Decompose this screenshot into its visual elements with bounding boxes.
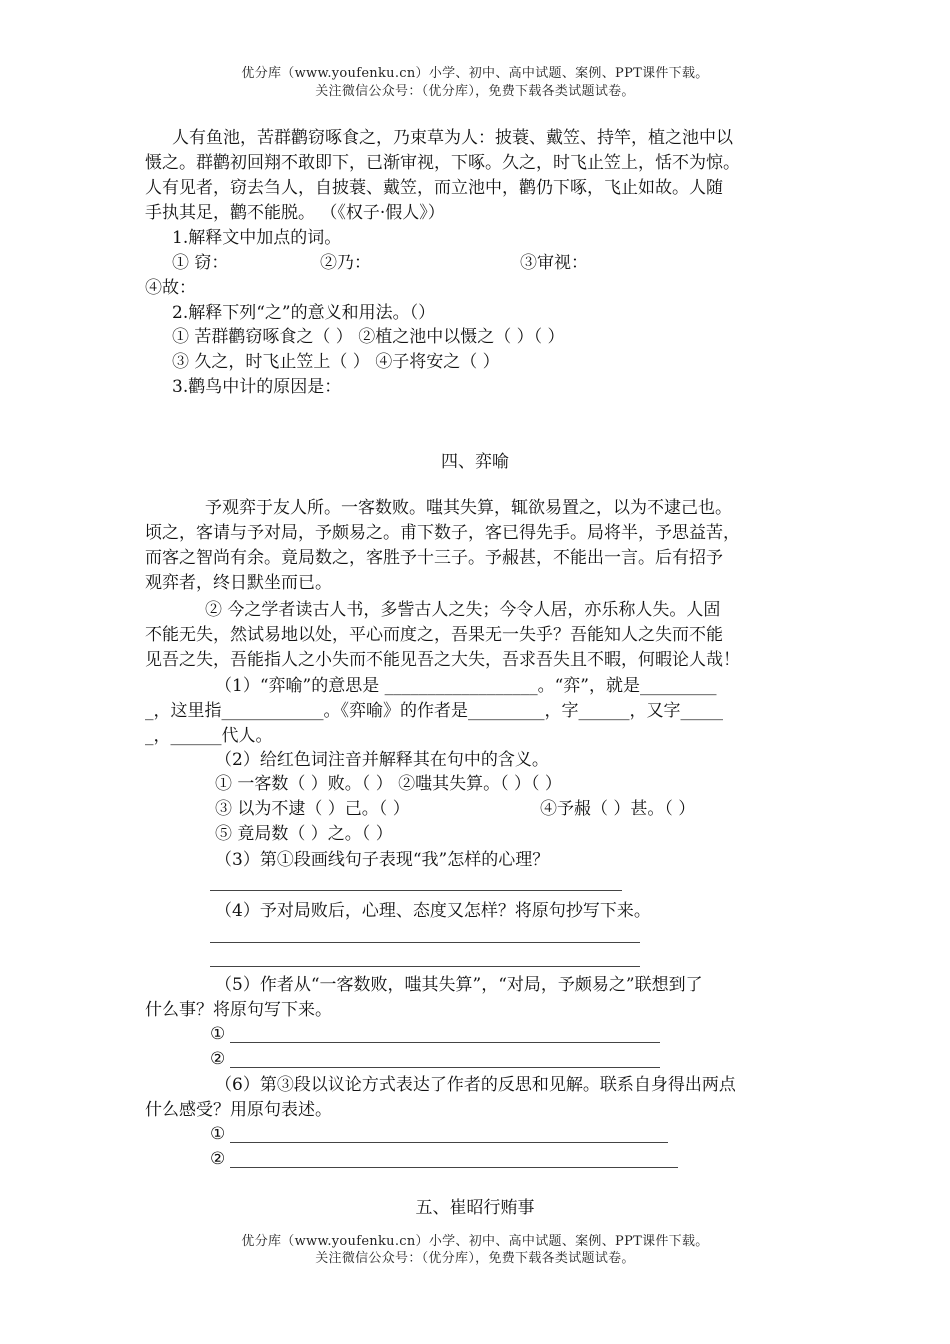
question-4-6-b: ② — [210, 1149, 226, 1169]
question-4-1-line-3: _，______代人。 — [145, 726, 273, 746]
section4-p1-line: 观弈者，终日默坐而已。 — [145, 573, 332, 593]
question-3-1-d: ④故： — [145, 278, 196, 298]
question-3-2: 2.解释下列“之”的意义和用法。（） — [172, 303, 436, 323]
question-3-2-b: ③ 久之，时飞止笠上（ ） ④子将安之（ ） — [172, 352, 500, 372]
question-4-5-a: ① — [210, 1024, 226, 1044]
answer-line — [210, 942, 640, 943]
question-4-2-b2: ④予赧（ ）甚。（ ） — [540, 799, 696, 819]
question-4-6-line-2: 什么感受？用原句表述。 — [145, 1100, 332, 1120]
section-5-title: 五、崔昭行贿事 — [415, 1198, 535, 1218]
question-4-1-line-2: _，这里指____________。《弈喻》的作者是_________，字______，又字_____ — [145, 701, 723, 721]
question-4-2-c: ⑤ 竟局数（ ）之。（ ） — [215, 824, 393, 844]
question-4-2-a: ① 一客数（ ）败。（ ） ②嗤其失算。（ ）（ ） — [215, 774, 562, 794]
header-line-2: 关注微信公众号：（优分库），免费下载各类试题试卷。 — [315, 84, 635, 99]
answer-line — [230, 1142, 668, 1143]
question-3-1-a: ① 窃： — [172, 253, 229, 273]
section4-p2-line: 见吾之失，吾能指人之小失而不能见吾之大失，吾求吾失且不暇，何暇论人哉！ — [145, 650, 740, 670]
section-4-title: 四、弈喻 — [441, 452, 509, 472]
passage3-line: 慑之。群鹳初回翔不敢即下，已渐审视，下啄。久之，时飞止笠上，恬不为惊。 — [145, 153, 740, 173]
answer-line — [210, 890, 622, 891]
question-4-6-line-1: （6）第③段以议论方式表达了作者的反思和见解。联系自身得出两点 — [215, 1075, 736, 1095]
section4-p1-line: 予观弈于友人所。一客数败。嗤其失算，辄欲易置之，以为不逮己也。 — [205, 498, 732, 518]
passage3-line: 人有见者，窃去刍人，自披蓑、戴笠，而立池中，鹳仍下啄，飞止如故。人随 — [145, 178, 723, 198]
answer-line — [230, 1042, 660, 1043]
question-4-1-line-1: （1）“弈喻”的意思是 __________________。“弈”，就是_________ — [215, 676, 717, 696]
section4-p2-line: ② 今之学者读古人书，多訾古人之失；今令人居，亦乐称人失。人固 — [205, 600, 721, 620]
header-line-1: 优分库（www.youfenku.cn）小学、初中、高中试题、案例、PPT课件下载。 — [241, 66, 709, 81]
question-4-5-line-1: （5）作者从“一客数败，嗤其失算”，“对局，予颇易之”联想到了 — [215, 975, 703, 995]
footer-line-2: 关注微信公众号：（优分库），免费下载各类试题试卷。 — [315, 1251, 635, 1266]
question-3-3: 3.鹳鸟中计的原因是： — [172, 377, 342, 397]
question-4-6-a: ① — [210, 1124, 226, 1144]
question-3-1-c: ③审视： — [520, 253, 588, 273]
question-4-5-b: ② — [210, 1049, 226, 1069]
question-3-1: 1.解释文中加点的词。 — [172, 228, 342, 248]
section4-p2-line: 不能无失，然试易地以处，平心而度之，吾果无一失乎？吾能知人之失而不能 — [145, 625, 723, 645]
question-3-2-a: ① 苦群鹳窃啄食之（ ） ②植之池中以慑之（ ）（ ） — [172, 327, 565, 347]
question-3-1-b: ②乃： — [320, 253, 371, 273]
question-4-4: （4）予对局败后，心理、态度又怎样？将原句抄写下来。 — [215, 901, 651, 921]
footer-line-1: 优分库（www.youfenku.cn）小学、初中、高中试题、案例、PPT课件下载。 — [241, 1234, 709, 1249]
question-4-3: （3）第①段画线句子表现“我”怎样的心理？ — [215, 850, 550, 870]
answer-line — [230, 1167, 678, 1168]
passage3-line: 手执其足，鹳不能脱。 （《权子·假人》） — [145, 203, 445, 223]
question-4-2-b: ③ 以为不逮（ ）己。（ ） — [215, 799, 410, 819]
section4-p1-line: 而客之智尚有余。竟局数之，客胜予十三子。予赧甚，不能出一言。后有招予 — [145, 548, 723, 568]
passage3-line: 人有鱼池，苦群鹳窃啄食之，乃束草为人：披蓑、戴笠、持竿，植之池中以 — [172, 128, 733, 148]
question-4-2: （2）给红色词注音并解释其在句中的含义。 — [215, 750, 549, 770]
answer-line — [230, 1067, 660, 1068]
section4-p1-line: 顷之，客请与予对局，予颇易之。甫下数子，客已得先手。局将半，予思益苦， — [145, 523, 740, 543]
question-4-5-line-2: 什么事？将原句写下来。 — [145, 1000, 332, 1020]
answer-line — [210, 966, 640, 967]
